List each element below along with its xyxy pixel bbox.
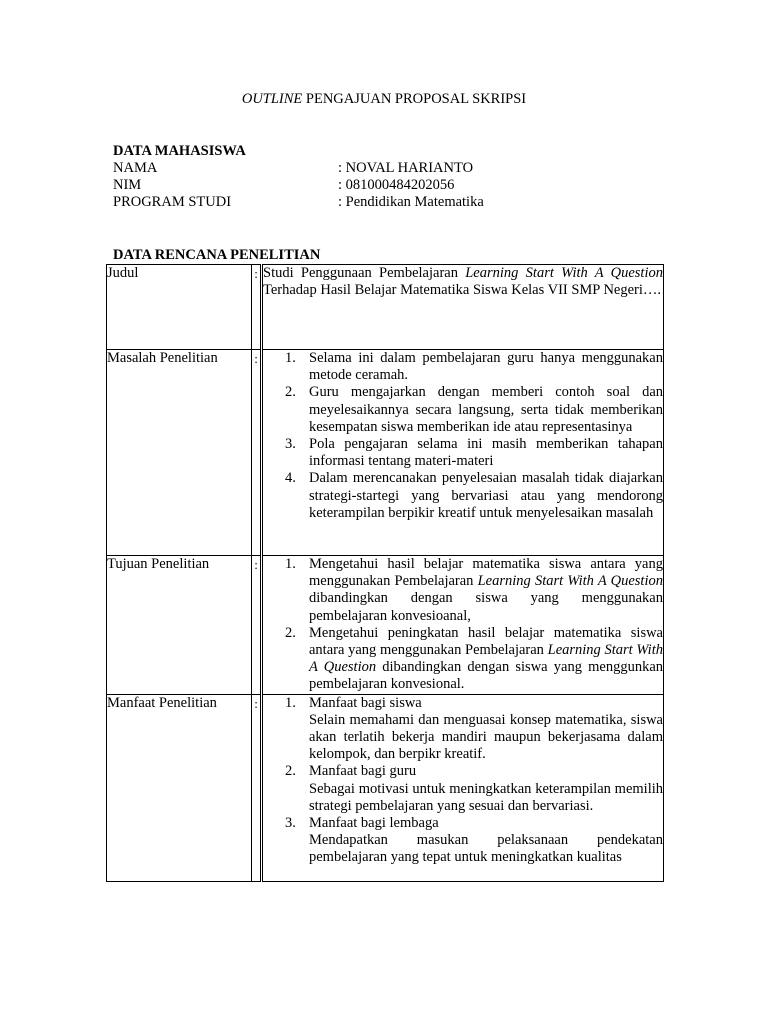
list-item bbox=[285, 624, 663, 694]
item-number: 1. bbox=[285, 694, 296, 711]
manfaat-list-cell bbox=[262, 694, 664, 881]
colon-separator: : bbox=[252, 556, 262, 695]
colon-separator: : bbox=[252, 694, 262, 881]
info-row-program-studi bbox=[113, 194, 673, 211]
colon-separator: : bbox=[252, 265, 262, 350]
list-item bbox=[285, 556, 663, 625]
masalah-list bbox=[263, 350, 663, 522]
item-number: 2. bbox=[285, 624, 296, 641]
item-italic: Learning Start With A Question bbox=[477, 573, 663, 590]
list-item bbox=[285, 763, 663, 815]
tujuan-list-cell bbox=[262, 556, 664, 695]
data-rencana-heading: DATA RENCANA PENELITIAN bbox=[113, 247, 321, 263]
item-text: Selain memahami dan menguasai konsep matematika, siswa akan terlatih bekerja mandiri maupun bekerjasama dalam kelompok, dan berpikr kreatif. bbox=[309, 711, 663, 763]
colon-separator: : bbox=[252, 350, 262, 556]
tujuan-list bbox=[263, 556, 663, 694]
table-row-tujuan bbox=[107, 556, 664, 695]
row-label: Manfaat Penelitian bbox=[107, 694, 252, 881]
list-item bbox=[285, 384, 663, 436]
item-number: 1. bbox=[285, 350, 296, 366]
row-label: Judul bbox=[107, 265, 252, 350]
table-row-manfaat bbox=[107, 694, 664, 881]
manfaat-list bbox=[263, 695, 663, 867]
judul-part: Terhadap Hasil Belajar Matematika Siswa Kelas VII SMP Negeri…. bbox=[263, 282, 662, 299]
info-row-nama bbox=[113, 160, 673, 177]
masalah-list-cell bbox=[262, 350, 664, 556]
info-key: NIM bbox=[113, 177, 142, 193]
item-title: Manfaat bagi siswa bbox=[309, 694, 422, 711]
table-row-judul bbox=[107, 265, 664, 350]
item-text: Pola pengajaran selama ini masih memberikan tahapan informasi tentang materi-materi bbox=[309, 436, 663, 470]
manfaat-clip bbox=[263, 695, 663, 881]
item-number: 3. bbox=[285, 815, 296, 832]
research-plan-table bbox=[106, 264, 664, 882]
info-key: PROGRAM STUDI bbox=[113, 194, 232, 210]
item-number: 2. bbox=[285, 384, 296, 401]
info-key: NAMA bbox=[113, 160, 158, 176]
item-title: Manfaat bagi guru bbox=[309, 763, 417, 780]
item-text: Mengetahui peningkatan hasil belajar matematika siswa antara yang menggunakan Pembelajaran bbox=[309, 624, 663, 659]
judul-italic: Learning Start With A Question bbox=[465, 265, 663, 281]
info-value: : NOVAL HARIANTO bbox=[338, 160, 474, 176]
list-item bbox=[285, 815, 663, 867]
item-text: Dalam merencanakan penyelesaian masalah tidak diajarkan strategi-startegi yang bervariasi atau yang mendorong keterampilan berpikir kreatif untuk menyelesaikan masalah bbox=[309, 470, 663, 521]
list-item bbox=[285, 436, 663, 470]
title-italic: OUTLINE bbox=[241, 91, 303, 107]
item-number: 2. bbox=[285, 763, 296, 780]
mahasiswa-info bbox=[113, 160, 673, 211]
data-mahasiswa-heading: DATA MAHASISWA bbox=[113, 143, 246, 159]
item-text: dibandingkan dengan siswa yang menggunakan pembelajaran konvesioanal, bbox=[309, 590, 663, 624]
row-label: Masalah Penelitian bbox=[107, 350, 252, 556]
info-row-nim bbox=[113, 177, 673, 194]
item-title: Manfaat bagi lembaga bbox=[309, 815, 439, 832]
row-label: Tujuan Penelitian bbox=[107, 556, 252, 695]
item-number: 4. bbox=[285, 470, 296, 487]
item-number: 1. bbox=[285, 556, 296, 572]
item-text: Guru mengajarkan dengan memberi contoh soal dan meyelesaikannya secara langsung, serta tidak memberikan kesempatan siswa memberikan ide atau representasinya bbox=[309, 384, 663, 435]
item-text: Selama ini dalam pembelajaran guru hanya menggunakan metode ceramah. bbox=[309, 350, 663, 384]
list-item bbox=[285, 350, 663, 384]
judul-part: Studi Penggunaan Pembelajaran bbox=[263, 265, 466, 281]
judul-text bbox=[262, 265, 664, 350]
item-text: Mendapatkan masukan pelaksanaan pendekatan pembelajaran yang tepat untuk meningkatkan kualitas bbox=[309, 832, 663, 866]
table-row-masalah bbox=[107, 350, 664, 556]
list-item bbox=[285, 470, 663, 522]
item-italic: Learning Start With A Question bbox=[309, 642, 663, 676]
info-value: : 081000484202056 bbox=[338, 177, 455, 193]
title-rest: PENGAJUAN PROPOSAL SKRIPSI bbox=[302, 91, 527, 107]
item-text: Mengetahui hasil belajar matematika siswa antara yang menggunakan Pembelajaran bbox=[309, 556, 663, 590]
item-number: 3. bbox=[285, 436, 296, 453]
list-item bbox=[285, 694, 663, 764]
page-title bbox=[0, 89, 768, 109]
info-value: : Pendidikan Matematika bbox=[338, 194, 484, 210]
item-text: dibandingkan dengan siswa yang menggunkan pembelajaran konvesional. bbox=[309, 659, 663, 693]
item-text: Sebagai motivasi untuk meningkatkan keterampilan memilih strategi pembelajaran yang sesuai dan bervariasi. bbox=[309, 780, 663, 814]
